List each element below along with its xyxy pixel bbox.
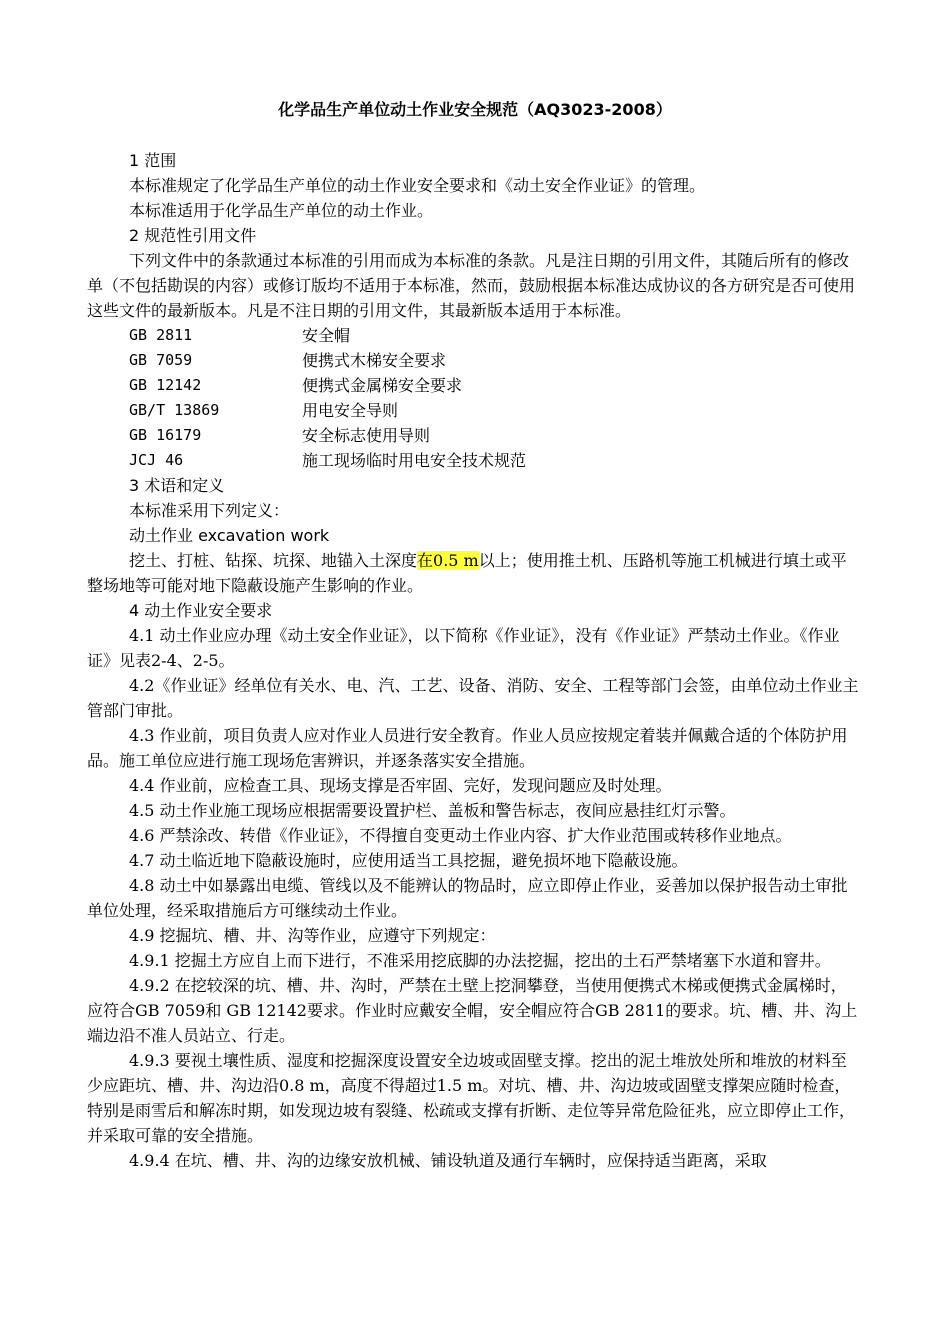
reference-code: JCJ 46 bbox=[129, 451, 184, 469]
paragraph: 本标准适用于化学品生产单位的动土作业。 bbox=[129, 201, 434, 220]
document-title: 化学品生产单位动土作业安全规范（AQ3023-2008） bbox=[278, 100, 672, 119]
clause: 4.9.1 挖掘土方应自上而下进行，不准采用挖底脚的办法挖掘，挖出的土石严禁堵塞下水道和窨井。 bbox=[129, 951, 831, 970]
paragraph: 下列文件中的条款通过本标准的引用而成为本标准的条款。凡是注日期的引用文件，其随后所有的修改单（不包括勘误的内容）或修订版均不适用于本标准，然而，鼓励根据本标准达成协议的各方研究是否可使用这些文件的最新版本。凡是不注日期的引用文件，其最新版本适用于本标准。 bbox=[87, 251, 856, 320]
clause: 4.8 动土中如暴露出电缆、管线以及不能辨认的物品时，应立即停止作业，妥善加以保护报告动土审批单位处理，经采取措施后方可继续动土作业。 bbox=[87, 876, 848, 920]
reference-name: 用电安全导则 bbox=[302, 401, 399, 420]
clause: 4.9.4 在坑、槽、井、沟的边缘安放机械、铺设轨道及通行车辆时，应保持适当距离，采取 bbox=[129, 1151, 767, 1170]
clause: 4.6 严禁涂改、转借《作业证》，不得擅自变更动土作业内容、扩大作业范围或转移作业地点。 bbox=[129, 826, 792, 845]
term-definition bbox=[87, 548, 862, 598]
reference-code: GB/T 13869 bbox=[129, 401, 220, 419]
reference-name: 施工现场临时用电安全技术规范 bbox=[302, 451, 527, 470]
reference-row bbox=[87, 323, 862, 348]
clause: 4.5 动土作业施工现场应根据需要设置护栏、盖板和警告标志，夜间应悬挂红灯示警。 bbox=[129, 801, 736, 820]
reference-name: 便携式木梯安全要求 bbox=[302, 351, 447, 370]
reference-row bbox=[87, 398, 862, 423]
section-heading-references: 2 规范性引用文件 bbox=[129, 226, 257, 245]
paragraph: 本标准规定了化学品生产单位的动土作业安全要求和《动土安全作业证》的管理。 bbox=[129, 176, 706, 195]
reference-row bbox=[87, 423, 862, 448]
paragraph: 本标准采用下列定义： bbox=[129, 501, 290, 520]
reference-code: GB 7059 bbox=[129, 351, 193, 369]
clause: 4.9.2 在挖较深的坑、槽、井、沟时，严禁在土壁上挖洞攀登，当使用便携式木梯或便携式金属梯时，应符合GB 7059和 GB 12142要求。作业时应戴安全帽，安全帽应符合GB 2811的要求。坑、槽、井、沟上端边沿不准人员站立、行走。 bbox=[87, 976, 858, 1045]
section-heading-definitions: 3 术语和定义 bbox=[129, 476, 225, 495]
section-heading-requirements: 4 动土作业安全要求 bbox=[129, 601, 273, 620]
definition-text: 以上；使用推土机、压路机等施工机械进行填土或平整场地等可能对地下隐蔽设施产生影响的作业。 bbox=[87, 551, 847, 595]
term-heading: 动土作业 excavation work bbox=[129, 526, 330, 545]
clause: 4.4 作业前，应检查工具、现场支撑是否牢固、完好，发现问题应及时处理。 bbox=[129, 776, 672, 795]
highlighted-text: 在0.5 m bbox=[417, 551, 479, 570]
reference-code: GB 16179 bbox=[129, 426, 202, 444]
reference-code: GB 12142 bbox=[129, 376, 202, 394]
clause: 4.3 作业前，项目负责人应对作业人员进行安全教育。作业人员应按规定着装并佩戴合适的个体防护用品。施工单位应进行施工现场危害辨识，并逐条落实安全措施。 bbox=[87, 726, 848, 770]
reference-row bbox=[87, 373, 862, 398]
clause: 4.9 挖掘坑、槽、井、沟等作业，应遵守下列规定： bbox=[129, 926, 496, 945]
reference-row bbox=[87, 348, 862, 373]
reference-name: 安全帽 bbox=[302, 326, 351, 345]
reference-row bbox=[87, 448, 862, 473]
definition-text: 挖土、打桩、钻探、坑探、地锚入土深度 bbox=[129, 551, 418, 570]
reference-name: 安全标志使用导则 bbox=[302, 426, 431, 445]
clause: 4.1 动土作业应办理《动土安全作业证》，以下简称《作业证》，没有《作业证》严禁动土作业。《作业证》见表2-4、2-5。 bbox=[87, 626, 840, 670]
clause: 4.7 动土临近地下隐蔽设施时，应使用适当工具挖掘，避免损坏地下隐蔽设施。 bbox=[129, 851, 688, 870]
section-heading-scope: 1 范围 bbox=[129, 151, 177, 170]
clause: 4.2《作业证》经单位有关水、电、汽、工艺、设备、消防、安全、工程等部门会签，由单位动土作业主管部门审批。 bbox=[87, 676, 859, 720]
clause: 4.9.3 要视土壤性质、湿度和挖掘深度设置安全边坡或固壁支撑。挖出的泥土堆放处所和堆放的材料至少应距坑、槽、井、沟边沿0.8 m，高度不得超过1.5 m。对坑、槽、井、沟边坡或固壁支撑架应随时检查，特别是雨雪后和解冻时期，如发现边坡有裂缝、松疏或支撑有折断、走位等异常危险征兆，应立即停止工作，并采取可靠的安全措施。 bbox=[87, 1051, 856, 1145]
reference-name: 便携式金属梯安全要求 bbox=[302, 376, 463, 395]
document-body bbox=[87, 148, 862, 1173]
reference-code: GB 2811 bbox=[129, 326, 193, 344]
